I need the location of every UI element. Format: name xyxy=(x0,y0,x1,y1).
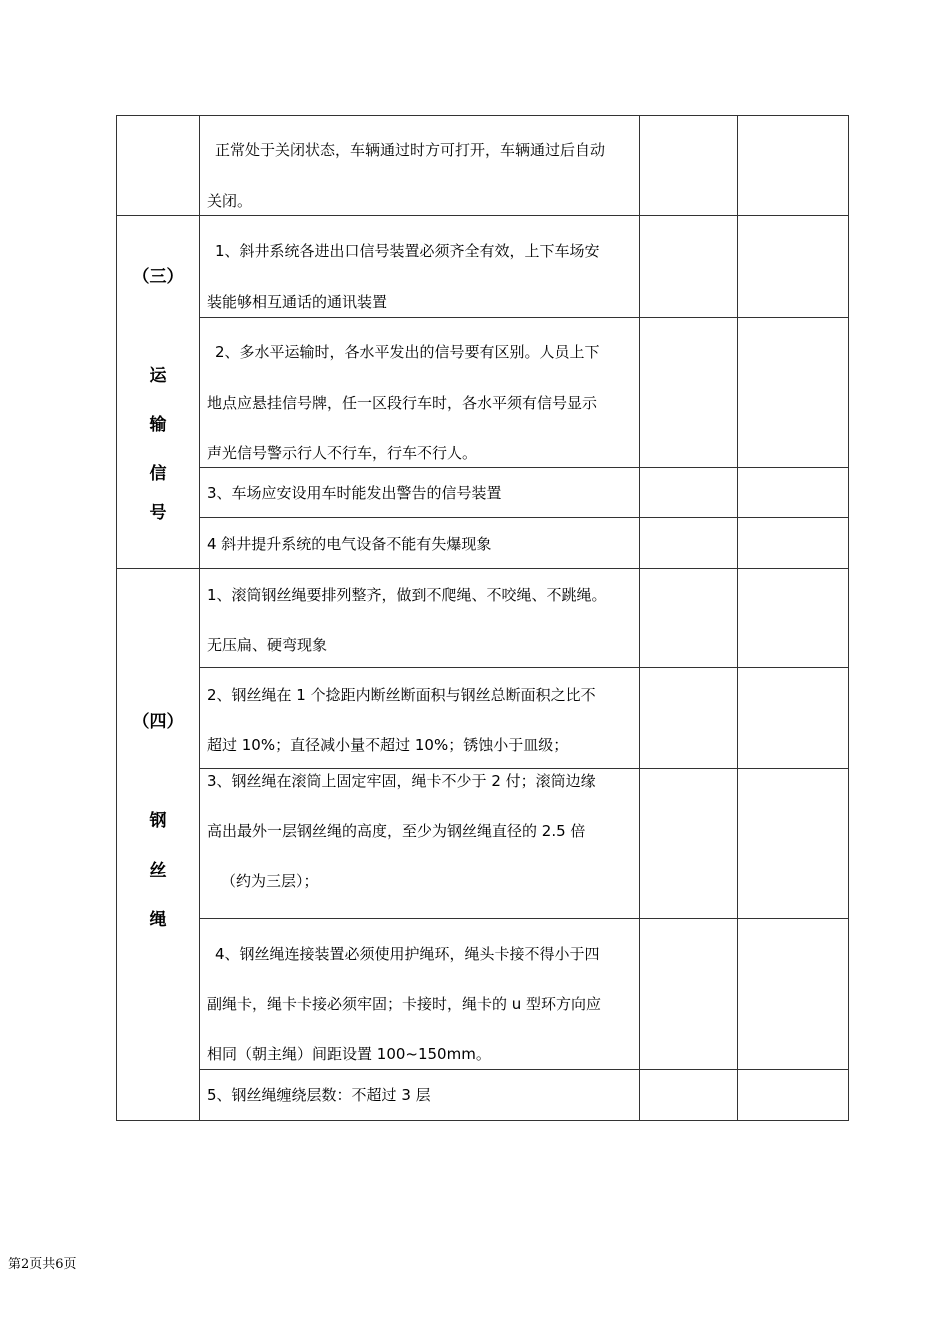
row-text-line: 5、钢丝绳缠绕层数：不超过 3 层 xyxy=(207,1086,431,1104)
row-text-line: 副绳卡，绳卡卡接必须牢固；卡接时，绳卡的 u 型环方向应 xyxy=(207,995,602,1013)
table-rule xyxy=(848,115,849,1121)
table-rule xyxy=(116,1120,849,1121)
table-rule xyxy=(199,517,849,518)
row-text-line: 3、钢丝绳在滚筒上固定牢固，绳卡不少于 2 付；滚筒边缘 xyxy=(207,772,596,790)
section-title-char: 运 xyxy=(149,366,167,386)
table-rule xyxy=(199,768,849,769)
table-rule xyxy=(116,115,849,116)
row-text-line: 4、钢丝绳连接装置必须使用护绳环，绳头卡接不得小于四 xyxy=(215,945,600,963)
row-text-line: 2、多水平运输时，各水平发出的信号要有区别。人员上下 xyxy=(215,343,600,361)
row-text-line: 1、滚筒钢丝绳要排列整齐，做到不爬绳、不咬绳、不跳绳。 xyxy=(207,586,607,604)
row-text-line: 4 斜井提升系统的电气设备不能有失爆现象 xyxy=(207,535,492,553)
section-title-char: 信 xyxy=(149,464,167,484)
section-title-char: 输 xyxy=(149,415,167,435)
section-title-char: 丝 xyxy=(149,861,167,881)
table-rule xyxy=(199,317,849,318)
row-text-line: 关闭。 xyxy=(207,192,253,210)
table-rule xyxy=(737,115,738,1121)
row-text-line: 高出最外一层钢丝绳的高度，至少为钢丝绳直径的 2.5 倍 xyxy=(207,822,586,840)
row-text-line: 声光信号警示行人不行车，行车不行人。 xyxy=(207,444,478,462)
table-rule xyxy=(639,115,640,1121)
row-text-line: 无压扁、硬弯现象 xyxy=(207,636,328,654)
table-rule xyxy=(116,215,849,216)
row-text-line: 正常处于关闭状态，车辆通过时方可打开，车辆通过后自动 xyxy=(215,141,606,159)
row-text-line: 3、车场应安设用车时能发出警告的信号装置 xyxy=(207,484,502,502)
page-footer: 第2页共6页 xyxy=(8,1257,77,1272)
row-text-line: （约为三层）； xyxy=(221,872,319,890)
row-text-line: 地点应悬挂信号牌，任一区段行车时，各水平须有信号显示 xyxy=(207,394,598,412)
section-title-char: 绳 xyxy=(149,910,167,930)
table-rule xyxy=(199,667,849,668)
table-rule xyxy=(199,918,849,919)
row-text-line: 2、钢丝绳在 1 个捻距内断丝断面积与钢丝总断面积之比不 xyxy=(207,686,596,704)
section-title-char: 钢 xyxy=(149,811,167,831)
row-text-line: 相同（朝主绳）间距设置 100~150mm。 xyxy=(207,1045,491,1063)
section-number: （三） xyxy=(132,267,184,287)
section-number: （四） xyxy=(132,712,184,732)
row-text-line: 超过 10%；直径减小量不超过 10%；锈蚀小于皿级； xyxy=(207,736,569,754)
table-rule xyxy=(116,568,849,569)
row-text-line: 装能够相互通话的通讯装置 xyxy=(207,293,388,311)
section-title-char: 号 xyxy=(149,503,167,523)
table-rule xyxy=(199,467,849,468)
table-rule xyxy=(199,1069,849,1070)
row-text-line: 1、斜井系统各进出口信号装置必须齐全有效，上下车场安 xyxy=(215,242,600,260)
